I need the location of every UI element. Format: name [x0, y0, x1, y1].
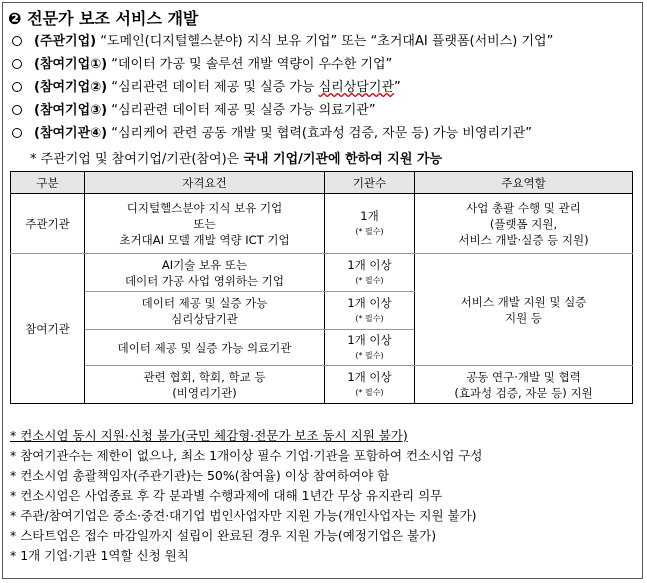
count-value: 1개 이상: [347, 295, 392, 310]
circle-bullet-icon: [12, 59, 22, 69]
item-text: “심리케어 관련 공동 개발 및 협력(효과성 검증, 자문 등) 가능 비영리기관”: [107, 126, 532, 141]
footnote: * 1개 기업·기관 1역할 신청 원칙: [10, 548, 189, 563]
table-row-participant: [11, 366, 633, 404]
item-participant-3: [12, 99, 376, 118]
footnote: * 컨소시엄 동시 지원·신청 불가(국민 체감형·전문가 보조 동시 지원 불가): [10, 428, 408, 443]
cell-count: [325, 254, 415, 292]
item-label: (참여기관④): [34, 126, 108, 141]
role-line: 서비스 개발 지원 및 실증: [460, 294, 587, 309]
cell-category: 참여기관: [11, 254, 85, 404]
header-category: 구분: [11, 172, 85, 194]
role-line: 지원 등: [505, 310, 542, 325]
footnote: * 참여기관수는 제한이 없으나, 최소 1개이상 필수 기업·기관을 포함하여 컨소시엄 구성: [10, 448, 483, 463]
footnotes: [10, 426, 482, 566]
cell-count: [325, 194, 415, 254]
note-bold: 국내 기업/기관에 한하여 지원 가능: [243, 152, 443, 167]
header-count: 기관수: [325, 172, 415, 194]
req-line: (비영리기관): [172, 385, 237, 400]
item-text-underlined: 심리상담기관: [318, 80, 394, 95]
count-value: 1개 이상: [347, 257, 392, 272]
item-label: (참여기업②): [34, 80, 108, 95]
role-line: 서비스 개발·실증 등 지원): [458, 232, 589, 247]
item-text: “심리관련 데이터 제공 및 실증 가능 의료기관”: [107, 103, 376, 118]
req-line: 디지털헬스분야 지식 보유 기업: [126, 200, 283, 215]
header-requirements: 자격요건: [85, 172, 325, 194]
note-prefix: * 주관기업 및 참여기업/기관(참여)은: [30, 152, 244, 167]
count-value: 1개 이상: [347, 332, 392, 347]
item-label: (참여기업③): [34, 103, 108, 118]
count-note: (* 필수): [355, 313, 384, 323]
req-line: 관련 협회, 학회, 학교 등: [143, 369, 266, 384]
cell-requirements: [85, 292, 325, 330]
count-value: 1개: [360, 208, 379, 223]
circle-bullet-icon: [12, 128, 22, 138]
cell-role: [415, 366, 633, 404]
item-text: “데이터 가공 및 솔루션 개발 역량이 우수한 기업”: [107, 57, 393, 72]
item-participant-2: [12, 76, 401, 95]
cell-count: [325, 366, 415, 404]
cell-role: [415, 194, 633, 254]
footnote: * 컨소시엄 총괄책임자(주관기관)는 50%(참여율) 이상 참여하여야 함: [10, 468, 390, 483]
cell-requirements: [85, 194, 325, 254]
cell-role: [415, 254, 633, 366]
req-line: 초거대AI 모델 개발 역량 ICT 기업: [119, 232, 290, 247]
role-line: (플랫폼 지원,: [489, 216, 558, 231]
count-note: (* 필수): [355, 350, 384, 360]
count-note: (* 필수): [355, 275, 384, 285]
circle-bullet-icon: [12, 36, 22, 46]
header-role: 주요역할: [415, 172, 633, 194]
item-label: (참여기업①): [34, 57, 108, 72]
item-participant-1: [12, 53, 392, 72]
requirements-table: [10, 171, 633, 404]
count-value: 1개 이상: [347, 369, 392, 384]
cell-requirements: [85, 330, 325, 366]
role-line: 사업 총괄 수행 및 관리: [466, 200, 581, 215]
table-header-row: [11, 172, 633, 194]
cell-count: [325, 292, 415, 330]
role-line: 공동 연구·개발 및 협력: [466, 369, 581, 384]
cell-requirements: [85, 366, 325, 404]
eligibility-note: [30, 148, 442, 167]
req-line: 또는: [193, 216, 216, 231]
item-participant-4: [12, 122, 532, 141]
item-text: “도메인(디지털헬스분야) 지식 보유 기업” 또는 “초거대AI 플랫폼(서비스) 기업”: [96, 34, 554, 49]
req-line: 데이터 제공 및 실증 가능 의료기관: [117, 340, 292, 355]
role-line: (효과성 검증, 자문 등) 지원: [454, 385, 593, 400]
footnote: * 주관/참여기업은 중소·중견·대기업 법인사업자만 지원 가능(개인사업자는 지원 불가): [10, 508, 477, 523]
footnote: * 스타트업은 접수 마감일까지 설립이 완료된 경우 지원 가능(예정기업은 불가): [10, 528, 437, 543]
count-note: (* 필수): [355, 226, 384, 236]
item-text: “심리관련 데이터 제공 및 실증 가능: [107, 80, 319, 95]
req-line: AI기술 보유 또는: [161, 257, 248, 272]
item-label: (주관기업): [34, 34, 97, 49]
item-text-tail: ”: [393, 80, 401, 95]
req-line: 데이터 가공 사업 영위하는 기업: [124, 273, 285, 288]
cell-category: 주관기관: [11, 194, 85, 254]
footnote: * 컨소시엄은 사업종료 후 각 분과별 수행과제에 대해 1년간 무상 유지관리 의무: [10, 488, 443, 503]
table-row-host: [11, 194, 633, 254]
section-title: ❷ 전문가 보조 서비스 개발: [8, 9, 199, 28]
item-host: [12, 30, 553, 49]
circle-bullet-icon: [12, 105, 22, 115]
req-line: 데이터 제공 및 실증 가능: [141, 295, 268, 310]
req-line: 심리상담기관: [171, 311, 238, 326]
circle-bullet-icon: [12, 82, 22, 92]
table-row-participant: [11, 254, 633, 292]
cell-requirements: [85, 254, 325, 292]
cell-count: [325, 330, 415, 366]
count-note: (* 필수): [355, 387, 384, 397]
